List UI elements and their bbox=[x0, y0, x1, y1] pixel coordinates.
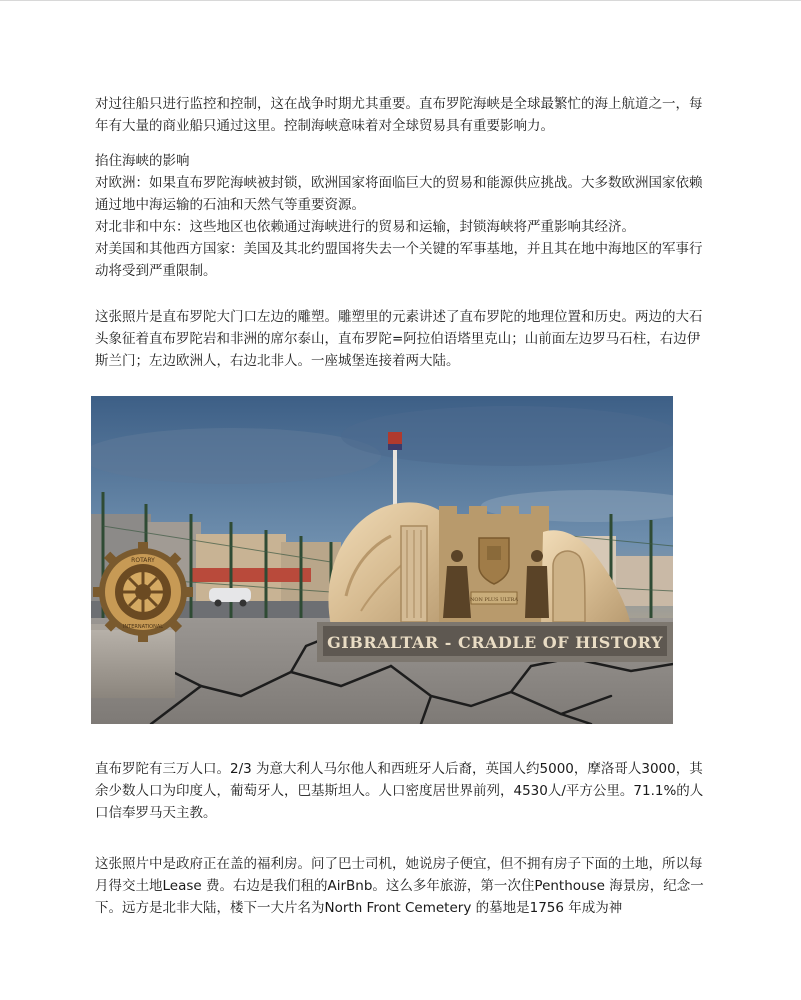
sculpture-photo bbox=[91, 396, 673, 724]
paragraph-housing: 这张照片中是政府正在盖的福利房。问了巴士司机，她说房子便宜，但不拥有房子下面的土地，所以每月得交土地Lease 费。右边是我们租的AirBnb。这么多年旅游，第一次住Penthouse 海景房，纪念一下。远方是北非大陆，楼下一大片名为North Front Cemetery 的墓地是1756 年成为神 bbox=[95, 856, 704, 916]
rotary-top-text: ROTARY bbox=[131, 557, 155, 564]
impact-north-africa-middle-east: 对北非和中东：这些地区也依赖通过海峡进行的贸易和运输，封锁海峡将严重影响其经济。 bbox=[95, 219, 635, 235]
page-top-border bbox=[0, 0, 801, 1]
rotary-bottom-text: INTERNATIONAL bbox=[122, 624, 164, 630]
impact-us-west: 对美国和其他西方国家：美国及其北约盟国将失去一个关键的军事基地，并且其在地中海地区的军事行动将受到严重限制。 bbox=[95, 241, 703, 279]
section-strait-impact bbox=[95, 150, 710, 282]
impact-europe: 对欧洲：如果直布罗陀海峡被封锁，欧洲国家将面临巨大的贸易和能源供应挑战。大多数欧洲国家依赖通过地中海运输的石油和天然气等重要资源。 bbox=[95, 175, 703, 213]
paragraph-strait-control: 对过往船只进行监控和控制，这在战争时期尤其重要。直布罗陀海峡是全球最繁忙的海上航道之一，每年有大量的商业船只通过这里。控制海峡意味着对全球贸易具有重要影响力。 bbox=[95, 96, 703, 134]
banner-text: NON PLUS ULTRA bbox=[470, 597, 518, 603]
paragraph-sculpture-description: 这张照片是直布罗陀大门口左边的雕塑。雕塑里的元素讲述了直布罗陀的地理位置和历史。两边的大石头象征着直布罗陀岩和非洲的席尔泰山，直布罗陀=阿拉伯语塔里克山；山前面左边罗马石柱，右边伊斯兰门；左边欧洲人，右边北非人。一座城堡连接着两大陆。 bbox=[95, 309, 703, 369]
paragraph-population: 直布罗陀有三万人口。2/3 为意大利人马尔他人和西班牙人后裔，英国人约5000，摩洛哥人3000，其余少数人口为印度人，葡萄牙人，巴基斯坦人。人口密度居世界前列，4530人/平方公里。71.1%的人口信奉罗马天主教。 bbox=[95, 761, 704, 821]
sculpture-sign-text: GIBRALTAR - CRADLE OF HISTORY bbox=[327, 633, 663, 652]
section-heading: 掐住海峡的影响 bbox=[95, 153, 190, 169]
